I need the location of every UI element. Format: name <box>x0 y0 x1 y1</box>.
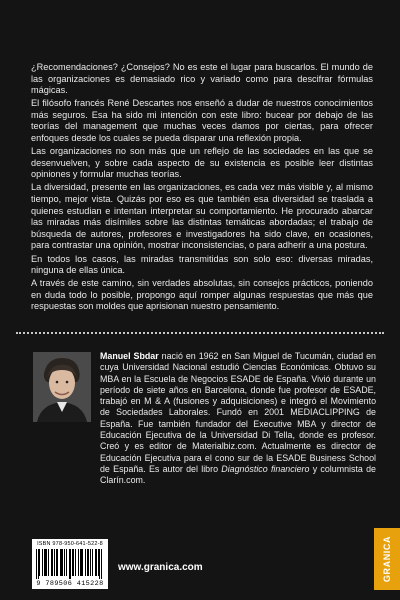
barcode-bar <box>36 549 37 579</box>
barcode-bar <box>88 549 89 576</box>
barcode-bar <box>87 549 88 576</box>
barcode-bar <box>51 549 52 576</box>
barcode-bar <box>66 549 67 576</box>
barcode-bar <box>81 549 82 576</box>
barcode-bar <box>70 549 71 579</box>
barcode-bar <box>61 549 62 576</box>
barcode-bar <box>42 549 43 576</box>
barcode-bar <box>48 549 49 576</box>
barcode-bar <box>60 549 61 576</box>
barcode-bar <box>85 549 86 576</box>
blurb-paragraph: El filósofo francés René Descartes nos enseñó a dudar de nuestros conocimientos más seguros. Esa ha sido mi intención con este libro: bucear por debajo de las teorías del management que muchas veces damos por ciertas, para ofrecer enfoques desde los cuales se pueda disparar una reflexión propia. <box>31 98 373 144</box>
bio-text: nació en 1962 en San Miguel de Tucumán, ciudad en cuya Universidad Nacional estudió Ciencias Económicas. Obtuvo su MBA en la Escuela de Negocios ESADE de España. Vivió durante un período de siete años en Barcelona, donde fue profesor de ESADE, trabajó en M & A (fusiones y adquisiciones) e integró el Movimiento de Sociedades Laborales. Fundó en 2001 MEDIACLIPPING de España. Fue también fundador del Executive MBA y director de Educación Ejecutiva de la Universidad Di Tella, donde es profesor. Creó y es editor de Materialbiz.com. Actualmente es director de Educación Ejecutiva para el cono sur de la ESADE Business School de España. Es autor del libro <box>100 351 376 474</box>
barcode-digits: 9 789506 415228 <box>36 580 104 588</box>
barcode-bar <box>90 549 91 576</box>
barcode-bar <box>46 549 47 576</box>
barcode-bar <box>72 549 73 576</box>
barcode-bar <box>98 549 99 576</box>
barcode-bar <box>38 549 39 579</box>
blurb-paragraph: A través de este camino, sin verdades absolutas, sin consejos prácticos, poniendo en duda todo lo posible, propongo aquí romper algunas respuestas que más que respuestas son moldes que aprisionan nuestro pensamiento. <box>31 278 373 312</box>
barcode-bar <box>95 549 96 576</box>
blurb-paragraph: Las organizaciones no son más que un reflejo de las sociedades en las que se desenvuelven, y sobre cada aspecto de su existencia es posible leer distintas opiniones y formular muchas teorías. <box>31 146 373 180</box>
publisher-website: www.granica.com <box>118 562 203 573</box>
barcode-bar <box>54 549 55 576</box>
barcode-bar <box>78 549 79 576</box>
barcode-bars <box>36 549 104 579</box>
barcode-bar <box>96 549 97 576</box>
barcode-bar <box>64 549 65 576</box>
barcode-bar <box>99 549 100 579</box>
bio-text-end: y columnista de Clarín.com. <box>100 463 376 486</box>
barcode-bar <box>39 549 40 576</box>
barcode-bar <box>45 549 46 576</box>
blurb-paragraph: La diversidad, presente en las organizaciones, es cada vez más visible y, al mismo tiempo, mejor vista. Quizás por eso es que también esa diversidad se traslada a quienes estudian e intentan interpretar su comportamiento. He procurado abarcar las miradas más disímiles sobre las distintas temáticas abordadas; el trabajo de búsqueda de autores, profesores e investigadores ha sido clave, en ocasiones, para contrastar una opinión, mostrar inconsistencias, o para adherir a una postura. <box>31 182 373 251</box>
barcode-bar <box>52 549 53 576</box>
publisher-logo: GRANICA <box>382 535 392 583</box>
barcode-bar <box>44 549 45 576</box>
author-bio <box>100 351 376 487</box>
barcode-bar <box>56 549 57 576</box>
book-title: Diagnóstico financiero <box>221 463 310 474</box>
barcode-bar <box>73 549 74 576</box>
barcode-bar <box>62 549 63 576</box>
barcode-bar <box>75 549 76 576</box>
barcode-bar <box>80 549 81 576</box>
barcode-bar <box>101 549 102 579</box>
dotted-divider <box>16 332 384 334</box>
blurb-text <box>31 62 373 314</box>
publisher-tab <box>374 528 400 590</box>
blurb-paragraph: En todos los casos, las miradas transmitidas son solo eso: diversas miradas, ninguna de ellas única. <box>31 253 373 276</box>
author-photo <box>33 352 91 422</box>
isbn-label: ISBN 978-950-641-522-8 <box>37 541 103 547</box>
barcode-bar <box>57 549 58 576</box>
isbn-barcode <box>32 539 108 589</box>
blurb-paragraph: ¿Recomendaciones? ¿Consejos? No es este el lugar para buscarlos. El mundo de las organizaciones es demasiado rico y variado como para descifrar fórmulas mágicas. <box>31 62 373 96</box>
author-name: Manuel Sbdar <box>100 351 159 361</box>
barcode-bar <box>92 549 93 576</box>
barcode-bar <box>82 549 83 576</box>
barcode-bar <box>69 549 70 579</box>
